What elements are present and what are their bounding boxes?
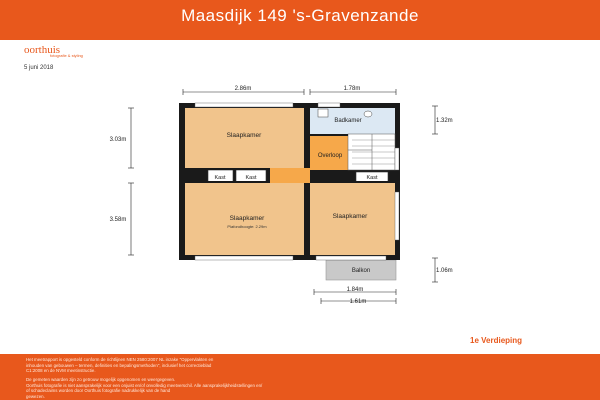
window-top-right xyxy=(318,103,340,107)
dim-top-left: 2.86m xyxy=(234,86,252,92)
dim-bottom-2: 1.61m xyxy=(349,299,367,305)
dim-left-lower: 3.58m xyxy=(109,217,127,223)
footer-line-2: inhouden van gebouwen – termen, definities en bepalingsmethoden", inclusief het correctieblad xyxy=(26,362,212,368)
window-bottom-right xyxy=(316,256,386,260)
dim-left-upper: 3.03m xyxy=(109,137,127,143)
label-balkon: Balkon xyxy=(351,268,371,274)
dim-bottom-1: 1.84m xyxy=(346,287,364,293)
label-badkamer: Badkamer xyxy=(334,118,362,124)
footer-line-5: Oorthuis fotografie is niet aansprakelijk voor een onjuist en/of onvolledig meetverschil. Alle aansprakelijkheidstellingen en/ xyxy=(26,382,263,388)
label-slaapkamer-3: Slaapkamer xyxy=(332,213,368,220)
date-label: 5 juni 2018 xyxy=(24,65,54,71)
hall-corridor xyxy=(270,168,310,183)
staircase xyxy=(348,134,395,170)
label-kast-3: Kast xyxy=(366,175,378,181)
window-right xyxy=(395,192,399,240)
footer-line-3: C1:2008 en de NVM meetinstructie. xyxy=(26,368,96,374)
dim-right-upper: 1.32m xyxy=(436,118,453,124)
dim-top-right: 1.78m xyxy=(343,86,361,92)
footer-line-4: De gemeten waarden zijn zo getrouw mogelijk opgenomen en weergegeven. xyxy=(26,377,176,382)
window-right-stair xyxy=(395,148,399,170)
dim-right-lower: 1.06m xyxy=(436,268,453,274)
label-plafondhoogte: Plafondhoogte: 2.29m xyxy=(227,224,267,229)
window-bottom-left xyxy=(195,256,293,260)
label-overloop: Overloop xyxy=(317,153,343,159)
footer-line-1: Het meetrapport is opgesteld conform de richtlijnen NEN 2580:2007 NL inzake "Oppervlakten en xyxy=(26,357,214,362)
label-kast-2: Kast xyxy=(245,175,257,181)
footer-line-7: gewezen. xyxy=(26,393,45,399)
logo-tagline: fotografie & styling xyxy=(50,53,83,58)
footer-disclaimer xyxy=(0,354,600,400)
label-slaapkamer-2: Slaapkamer xyxy=(229,215,265,222)
floor-label: 1e Verdieping xyxy=(470,336,523,345)
page-title: Maasdijk 149 's-Gravenzande xyxy=(181,6,419,25)
logo-name: oorthuis xyxy=(24,44,61,56)
label-kast-1: Kast xyxy=(214,175,226,181)
sink-icon xyxy=(364,111,372,117)
footer-line-6: of schadeclaims worden door Oorthuis fotografie nadrukkelijk van de hand xyxy=(26,388,171,394)
window-top-left xyxy=(195,103,293,107)
label-slaapkamer-1: Slaapkamer xyxy=(226,132,262,139)
toilet-icon xyxy=(318,109,328,117)
